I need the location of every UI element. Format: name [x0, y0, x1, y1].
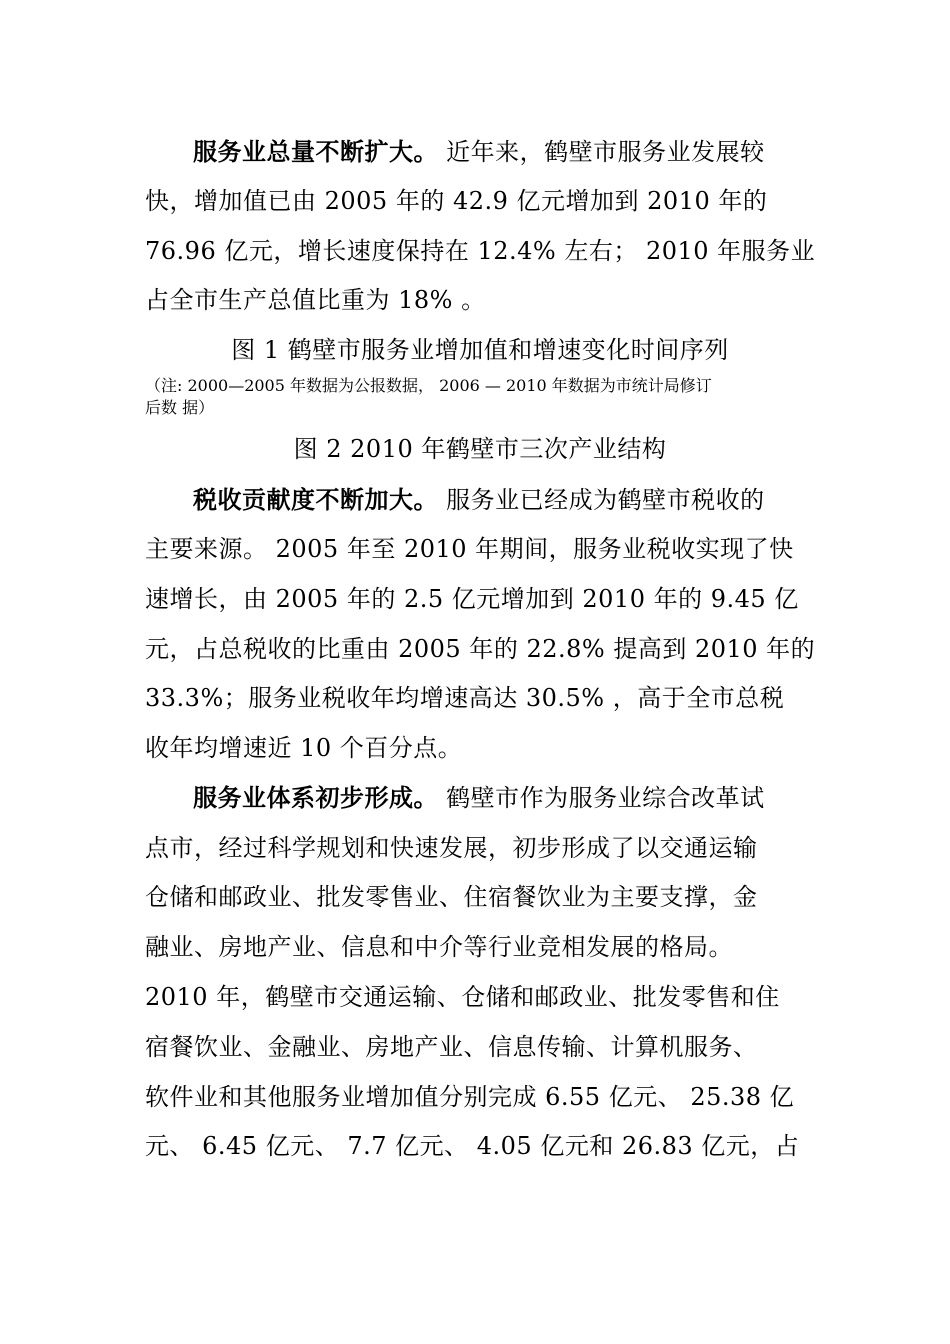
figure-1-note-line-1: （注: 2000—2005 年数据为公报数据， 2006 — 2010 年数据为市统计局修订: [145, 376, 712, 395]
paragraph-2-line-3: 速增长，由 2005 年的 2.5 亿元增加到 2010 年的 9.45 亿: [145, 585, 799, 613]
paragraph-1-line-1: [193, 136, 815, 168]
paragraph-1-line-2: 快，增加值已由 2005 年的 42.9 亿元增加到 2010 年的: [145, 187, 768, 215]
paragraph-1-line-3: 76.96 亿元，增长速度保持在 12.4% 左右； 2010 年服务业: [145, 237, 816, 265]
paragraph-3-line-1: [193, 782, 815, 814]
paragraph-3-line-4: 融业、房地产业、信息和中介等行业竞相发展的格局。: [145, 933, 733, 961]
paragraph-3-heading: 服务业体系初步形成。: [193, 783, 438, 812]
paragraph-1-text: 近年来，鹤壁市服务业发展较: [438, 138, 765, 166]
paragraph-2-text: 服务业已经成为鹤壁市税收的: [438, 486, 765, 514]
paragraph-2-line-4: 元，占总税收的比重由 2005 年的 22.8% 提高到 2010 年的: [145, 635, 816, 663]
paragraph-2-line-6: 收年均增速近 10 个百分点。: [145, 734, 463, 762]
paragraph-3-line-8: 元、 6.45 亿元、 7.7 亿元、 4.05 亿元和 26.83 亿元，占: [145, 1132, 800, 1160]
paragraph-2-line-5: 33.3%；服务业税收年均增速高达 30.5% ，高于全市总税: [145, 684, 785, 712]
paragraph-2-heading: 税收贡献度不断加大。: [193, 485, 438, 514]
paragraph-2-line-1: [193, 484, 815, 516]
figure-1-caption: 图 1 鹤壁市服务业增加值和增速变化时间序列: [231, 336, 729, 364]
paragraph-2-line-2: 主要来源。 2005 年至 2010 年期间，服务业税收实现了快: [145, 535, 794, 563]
paragraph-3-text: 鹤壁市作为服务业综合改革试: [438, 784, 765, 812]
figure-2-caption: 图 2 2010 年鹤壁市三次产业结构: [293, 435, 667, 463]
paragraph-1-heading: 服务业总量不断扩大。: [193, 137, 438, 166]
paragraph-3-line-2: 点市，经过科学规划和快速发展，初步形成了以交通运输: [145, 834, 758, 862]
paragraph-3-line-5: 2010 年，鹤壁市交通运输、仓储和邮政业、批发零售和住: [145, 983, 780, 1011]
paragraph-3-line-7: 软件业和其他服务业增加值分别完成 6.55 亿元、 25.38 亿: [145, 1083, 795, 1111]
figure-1-note-line-2: 后数 据）: [145, 398, 215, 417]
paragraph-3-line-3: 仓储和邮政业、批发零售业、住宿餐饮业为主要支撑，金: [145, 883, 758, 911]
paragraph-1-line-4: 占全市生产总值比重为 18% 。: [145, 286, 486, 314]
paragraph-3-line-6: 宿餐饮业、金融业、房地产业、信息传输、计算机服务、: [145, 1033, 758, 1061]
